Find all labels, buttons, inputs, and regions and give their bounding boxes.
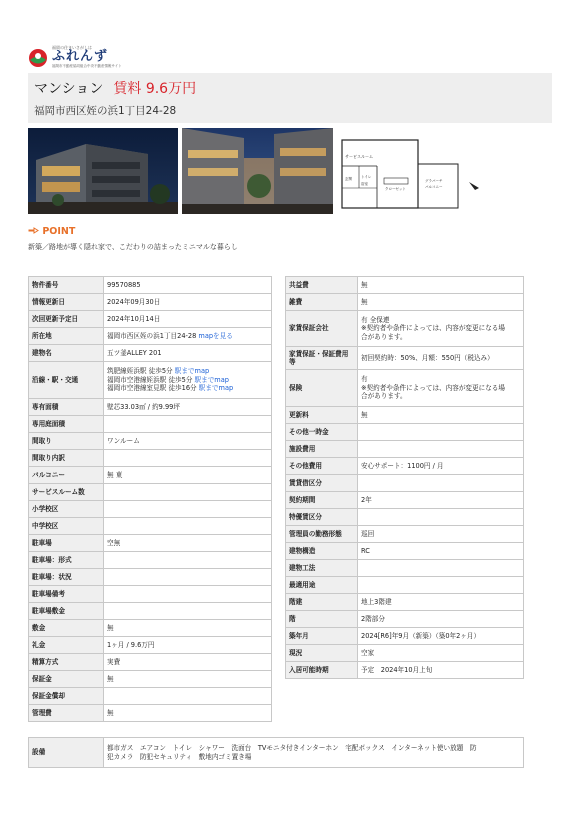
floor-plan-label-closet: クローゼット bbox=[385, 187, 406, 191]
spec-row bbox=[286, 492, 524, 509]
spec-row bbox=[286, 441, 524, 458]
spec-row bbox=[29, 654, 272, 671]
spec-label: 保証金 bbox=[29, 671, 104, 688]
spec-value-text: 2024年10月14日 bbox=[107, 314, 161, 323]
spec-row bbox=[286, 370, 524, 407]
spec-value-line bbox=[361, 333, 520, 342]
spec-value-text: 筑肥線姪浜駅 徒歩5分 bbox=[107, 367, 173, 376]
spec-value-line bbox=[361, 392, 520, 401]
spec-value bbox=[104, 688, 272, 705]
spec-value bbox=[358, 492, 524, 509]
spec-label: 物件番号 bbox=[29, 277, 104, 294]
logo-name: ふれんず bbox=[52, 49, 109, 64]
point-description: 新築／路地が導く隠れ家で、こだわりの詰まったミニマルな暮らし bbox=[28, 243, 238, 251]
spec-label: 家賃保証・保証費用等 bbox=[286, 347, 358, 370]
spec-row bbox=[29, 637, 272, 654]
spec-value bbox=[358, 526, 524, 543]
spec-value bbox=[104, 569, 272, 586]
spec-row bbox=[286, 662, 524, 679]
pointing-hand-icon bbox=[28, 226, 39, 235]
floor-plan-label-entrance: 玄関 bbox=[345, 177, 352, 181]
spec-value-line bbox=[361, 384, 520, 393]
spec-value bbox=[104, 450, 272, 467]
spec-value bbox=[358, 577, 524, 594]
spec-label: 建物工法 bbox=[286, 560, 358, 577]
spec-value bbox=[358, 311, 524, 347]
spec-label: 所在地 bbox=[29, 328, 104, 345]
spec-value-text: ワンルーム bbox=[107, 436, 140, 445]
spec-value bbox=[358, 475, 524, 492]
equipment-label: 設備 bbox=[29, 738, 104, 768]
spec-value-line bbox=[361, 375, 520, 384]
spec-label: 現況 bbox=[286, 645, 358, 662]
spec-label: 専用庭面積 bbox=[29, 416, 104, 433]
spec-row bbox=[286, 645, 524, 662]
spec-row bbox=[29, 671, 272, 688]
spec-label: 更新料 bbox=[286, 407, 358, 424]
spec-value-text: 無 bbox=[107, 708, 114, 717]
spec-row bbox=[286, 543, 524, 560]
spec-value bbox=[358, 560, 524, 577]
spec-value bbox=[104, 535, 272, 552]
logo-subtitle: 福岡市不動産協同組合中央不動産情報サイト bbox=[52, 64, 122, 68]
spec-value-text: 空無 bbox=[107, 538, 121, 547]
station-map-link[interactable]: 駅までmap bbox=[198, 384, 234, 393]
spec-value bbox=[358, 594, 524, 611]
spec-value bbox=[358, 509, 524, 526]
spec-value-text: 2024[R6]年9月（新築）（築0年2ヶ月） bbox=[361, 631, 481, 640]
spec-label: サービスルーム数 bbox=[29, 484, 104, 501]
spec-row bbox=[29, 294, 272, 311]
rent-price: 賃料 9.6万円 bbox=[113, 81, 197, 97]
spec-row bbox=[286, 611, 524, 628]
spec-row bbox=[29, 705, 272, 722]
exterior-photo-1[interactable] bbox=[28, 128, 178, 214]
spec-value-text: 2024年09月30日 bbox=[107, 297, 161, 306]
spec-label: 保険 bbox=[286, 370, 358, 407]
spec-label: 駐車場 bbox=[29, 535, 104, 552]
listing-address: 福岡市西区姪の浜1丁目24-28 bbox=[34, 105, 177, 117]
spec-value-line bbox=[361, 324, 520, 333]
spec-label: 間取り bbox=[29, 433, 104, 450]
spec-row bbox=[29, 535, 272, 552]
spec-row bbox=[286, 577, 524, 594]
spec-value-text: 壁芯33.03㎡ / 約9.99坪 bbox=[107, 402, 180, 411]
logo-tagline: 福岡の住まいさがしは bbox=[52, 45, 92, 50]
spec-row bbox=[29, 433, 272, 450]
spec-value bbox=[104, 705, 272, 722]
floor-plan-label-balcony: バルコニー bbox=[425, 185, 443, 189]
spec-row bbox=[286, 347, 524, 370]
spec-value-text: 無 bbox=[361, 280, 368, 289]
point-heading-text: POINT bbox=[42, 226, 76, 237]
spec-value bbox=[104, 501, 272, 518]
property-spec-table-left bbox=[28, 276, 272, 722]
spec-value-text: 安心サポート：1100円 / 月 bbox=[361, 461, 444, 470]
property-spec-table-right bbox=[285, 276, 524, 679]
spec-value bbox=[104, 362, 272, 399]
equipment-value bbox=[104, 738, 524, 768]
spec-value bbox=[104, 294, 272, 311]
exterior-photo-2-image bbox=[182, 128, 333, 214]
spec-value bbox=[104, 328, 272, 345]
spec-value bbox=[104, 637, 272, 654]
spec-value bbox=[358, 543, 524, 560]
listing-title bbox=[34, 80, 196, 98]
spec-value bbox=[358, 611, 524, 628]
spec-label: 階 bbox=[286, 611, 358, 628]
spec-label: 建物名 bbox=[29, 345, 104, 362]
spec-value-text: 2年 bbox=[361, 495, 372, 504]
spec-value bbox=[104, 552, 272, 569]
spec-label: 駐車場：形式 bbox=[29, 552, 104, 569]
spec-row bbox=[286, 526, 524, 543]
spec-value-line bbox=[107, 384, 268, 393]
spec-row bbox=[29, 688, 272, 705]
exterior-photo-1-image bbox=[28, 128, 178, 214]
spec-value-text: 合があります。 bbox=[361, 392, 407, 401]
spec-label: 沿線・駅・交通 bbox=[29, 362, 104, 399]
station-map-link[interactable]: 駅までmap bbox=[174, 367, 210, 376]
spec-value-text: 1ヶ月 / 9.6万円 bbox=[107, 640, 155, 649]
spec-label: 最適用途 bbox=[286, 577, 358, 594]
spec-value-line bbox=[361, 316, 520, 325]
spec-value-text: 無 bbox=[361, 410, 368, 419]
spec-label: 次回更新予定日 bbox=[29, 311, 104, 328]
spec-row bbox=[286, 294, 524, 311]
floor-plan-label-bath: 浴室 bbox=[361, 182, 368, 186]
spec-value-text: RC bbox=[361, 546, 370, 555]
property-type: マンション bbox=[34, 81, 104, 97]
spec-value bbox=[358, 441, 524, 458]
spec-label: 築年月 bbox=[286, 628, 358, 645]
spec-row bbox=[29, 345, 272, 362]
spec-row bbox=[286, 277, 524, 294]
listing-header bbox=[28, 73, 552, 123]
spec-label: 敷金 bbox=[29, 620, 104, 637]
spec-value-text: ※契約者や条件によっては、内容が変更になる場 bbox=[361, 383, 505, 392]
spec-row bbox=[286, 509, 524, 526]
spec-label: 共益費 bbox=[286, 277, 358, 294]
floor-plan-label-toilet: トイレ bbox=[361, 175, 372, 179]
spec-label: 駐車場敷金 bbox=[29, 603, 104, 620]
floor-plan-label-service-room: サービスルーム bbox=[345, 154, 373, 159]
spec-value-text: 無 東 bbox=[107, 470, 123, 479]
station-map-link[interactable]: 駅までmap bbox=[194, 375, 229, 384]
spec-row bbox=[29, 311, 272, 328]
spec-label: 階建 bbox=[286, 594, 358, 611]
spec-row bbox=[29, 416, 272, 433]
spec-value bbox=[358, 407, 524, 424]
spec-value bbox=[104, 467, 272, 484]
spec-label: 駐車場備考 bbox=[29, 586, 104, 603]
spec-value-text: 福岡市西区姪の浜1丁目24-28 bbox=[107, 331, 197, 340]
spec-value bbox=[104, 518, 272, 535]
spec-row bbox=[29, 362, 272, 399]
spec-row bbox=[29, 484, 272, 501]
floor-plan-drawing bbox=[337, 128, 489, 214]
spec-row bbox=[29, 620, 272, 637]
spec-value-text: 五ツ釜ALLEY 201 bbox=[107, 348, 162, 357]
spec-value bbox=[104, 603, 272, 620]
spec-row bbox=[286, 407, 524, 424]
spec-row bbox=[29, 518, 272, 535]
spec-value-text: 無 bbox=[361, 297, 368, 306]
spec-value bbox=[104, 399, 272, 416]
spec-value-text: 2階部分 bbox=[361, 614, 385, 623]
spec-value bbox=[104, 484, 272, 501]
spec-value bbox=[358, 662, 524, 679]
spec-label: 専有面積 bbox=[29, 399, 104, 416]
spec-label: 礼金 bbox=[29, 637, 104, 654]
address-map-link[interactable]: mapを見る bbox=[198, 331, 233, 340]
spec-label: 特優賃区分 bbox=[286, 509, 358, 526]
spec-value-text: 有 全保連 bbox=[361, 315, 390, 324]
spec-label: 管理員の勤務形態 bbox=[286, 526, 358, 543]
spec-value bbox=[358, 645, 524, 662]
spec-label: 家賃保証会社 bbox=[286, 311, 358, 347]
spec-value-text: 予定 2024年10月上旬 bbox=[361, 665, 433, 674]
spec-label: 管理費 bbox=[29, 705, 104, 722]
logo-mark-icon bbox=[28, 48, 48, 68]
equipment-line-2: 犯カメラ 防犯セキュリティ 敷地内ゴミ置き場 bbox=[107, 752, 252, 761]
spec-row bbox=[29, 586, 272, 603]
spec-label: 中学校区 bbox=[29, 518, 104, 535]
spec-value bbox=[104, 586, 272, 603]
spec-value-text: 有 bbox=[361, 375, 368, 384]
spec-row bbox=[29, 603, 272, 620]
spec-value bbox=[104, 277, 272, 294]
spec-row bbox=[29, 467, 272, 484]
spec-value-text: 合があります。 bbox=[361, 332, 407, 341]
spec-value-text: 福岡市空港線室見駅 徒歩16分 bbox=[107, 384, 197, 393]
spec-value bbox=[104, 416, 272, 433]
spec-value bbox=[358, 277, 524, 294]
spec-row bbox=[29, 569, 272, 586]
spec-label: 駐車場：状況 bbox=[29, 569, 104, 586]
spec-row bbox=[286, 628, 524, 645]
spec-value-text: 巡回 bbox=[361, 529, 375, 538]
spec-row bbox=[29, 450, 272, 467]
spec-value bbox=[358, 424, 524, 441]
spec-label: 間取り内訳 bbox=[29, 450, 104, 467]
spec-value-text: ※契約者や条件によっては、内容が変更になる場 bbox=[361, 324, 505, 333]
spec-value bbox=[104, 654, 272, 671]
spec-label: 精算方式 bbox=[29, 654, 104, 671]
spec-label: バルコニー bbox=[29, 467, 104, 484]
spec-value bbox=[104, 345, 272, 362]
spec-value-text: 福岡市空港線姪浜駅 徒歩5分 bbox=[107, 375, 193, 384]
spec-row bbox=[29, 552, 272, 569]
spec-label: 情報更新日 bbox=[29, 294, 104, 311]
spec-row bbox=[286, 424, 524, 441]
spec-value-text: 無 bbox=[107, 674, 114, 683]
equipment-line-1: 都市ガス エアコン トイレ シャワー 洗面台 TVモニタ付きインターホン 宅配ボックス インターネット使い放題 防 bbox=[107, 744, 477, 752]
spec-label: 入居可能時期 bbox=[286, 662, 358, 679]
exterior-photo-2[interactable] bbox=[182, 128, 333, 214]
spec-value bbox=[104, 311, 272, 328]
spec-row bbox=[29, 501, 272, 518]
equipment-table bbox=[28, 737, 524, 768]
spec-label: 賃貸借区分 bbox=[286, 475, 358, 492]
spec-row bbox=[286, 311, 524, 347]
floor-plan-label-porch: グラバーチ bbox=[425, 179, 443, 183]
spec-value-text: 空家 bbox=[361, 648, 375, 657]
spec-value bbox=[358, 628, 524, 645]
spec-label: 小学校区 bbox=[29, 501, 104, 518]
spec-label: 雑費 bbox=[286, 294, 358, 311]
spec-label: 契約期間 bbox=[286, 492, 358, 509]
floor-plan[interactable] bbox=[337, 128, 489, 214]
site-logo[interactable] bbox=[28, 42, 138, 68]
spec-row bbox=[29, 277, 272, 294]
spec-value bbox=[358, 370, 524, 407]
spec-row bbox=[286, 458, 524, 475]
spec-label: 保証金償却 bbox=[29, 688, 104, 705]
spec-value-text: 実費 bbox=[107, 657, 121, 666]
spec-row bbox=[286, 475, 524, 492]
spec-value bbox=[358, 294, 524, 311]
spec-value bbox=[358, 347, 524, 370]
spec-value bbox=[104, 620, 272, 637]
spec-label: 建物構造 bbox=[286, 543, 358, 560]
equipment-row bbox=[29, 738, 524, 768]
spec-label: その他費用 bbox=[286, 458, 358, 475]
spec-row bbox=[29, 399, 272, 416]
spec-value bbox=[358, 458, 524, 475]
spec-value-text: 99570885 bbox=[107, 280, 141, 289]
spec-row bbox=[286, 594, 524, 611]
spec-value-text: 地上3階建 bbox=[361, 597, 392, 606]
spec-label: 施設費用 bbox=[286, 441, 358, 458]
spec-value-text: 初回契約時：50%、月額：550円（税込み） bbox=[361, 353, 494, 362]
spec-value-line bbox=[107, 376, 268, 385]
spec-label: その他一時金 bbox=[286, 424, 358, 441]
point-heading bbox=[28, 226, 75, 237]
spec-row bbox=[286, 560, 524, 577]
spec-value bbox=[104, 433, 272, 450]
spec-value bbox=[104, 671, 272, 688]
spec-value-text: 無 bbox=[107, 623, 114, 632]
spec-value-line bbox=[107, 367, 268, 376]
spec-row bbox=[29, 328, 272, 345]
